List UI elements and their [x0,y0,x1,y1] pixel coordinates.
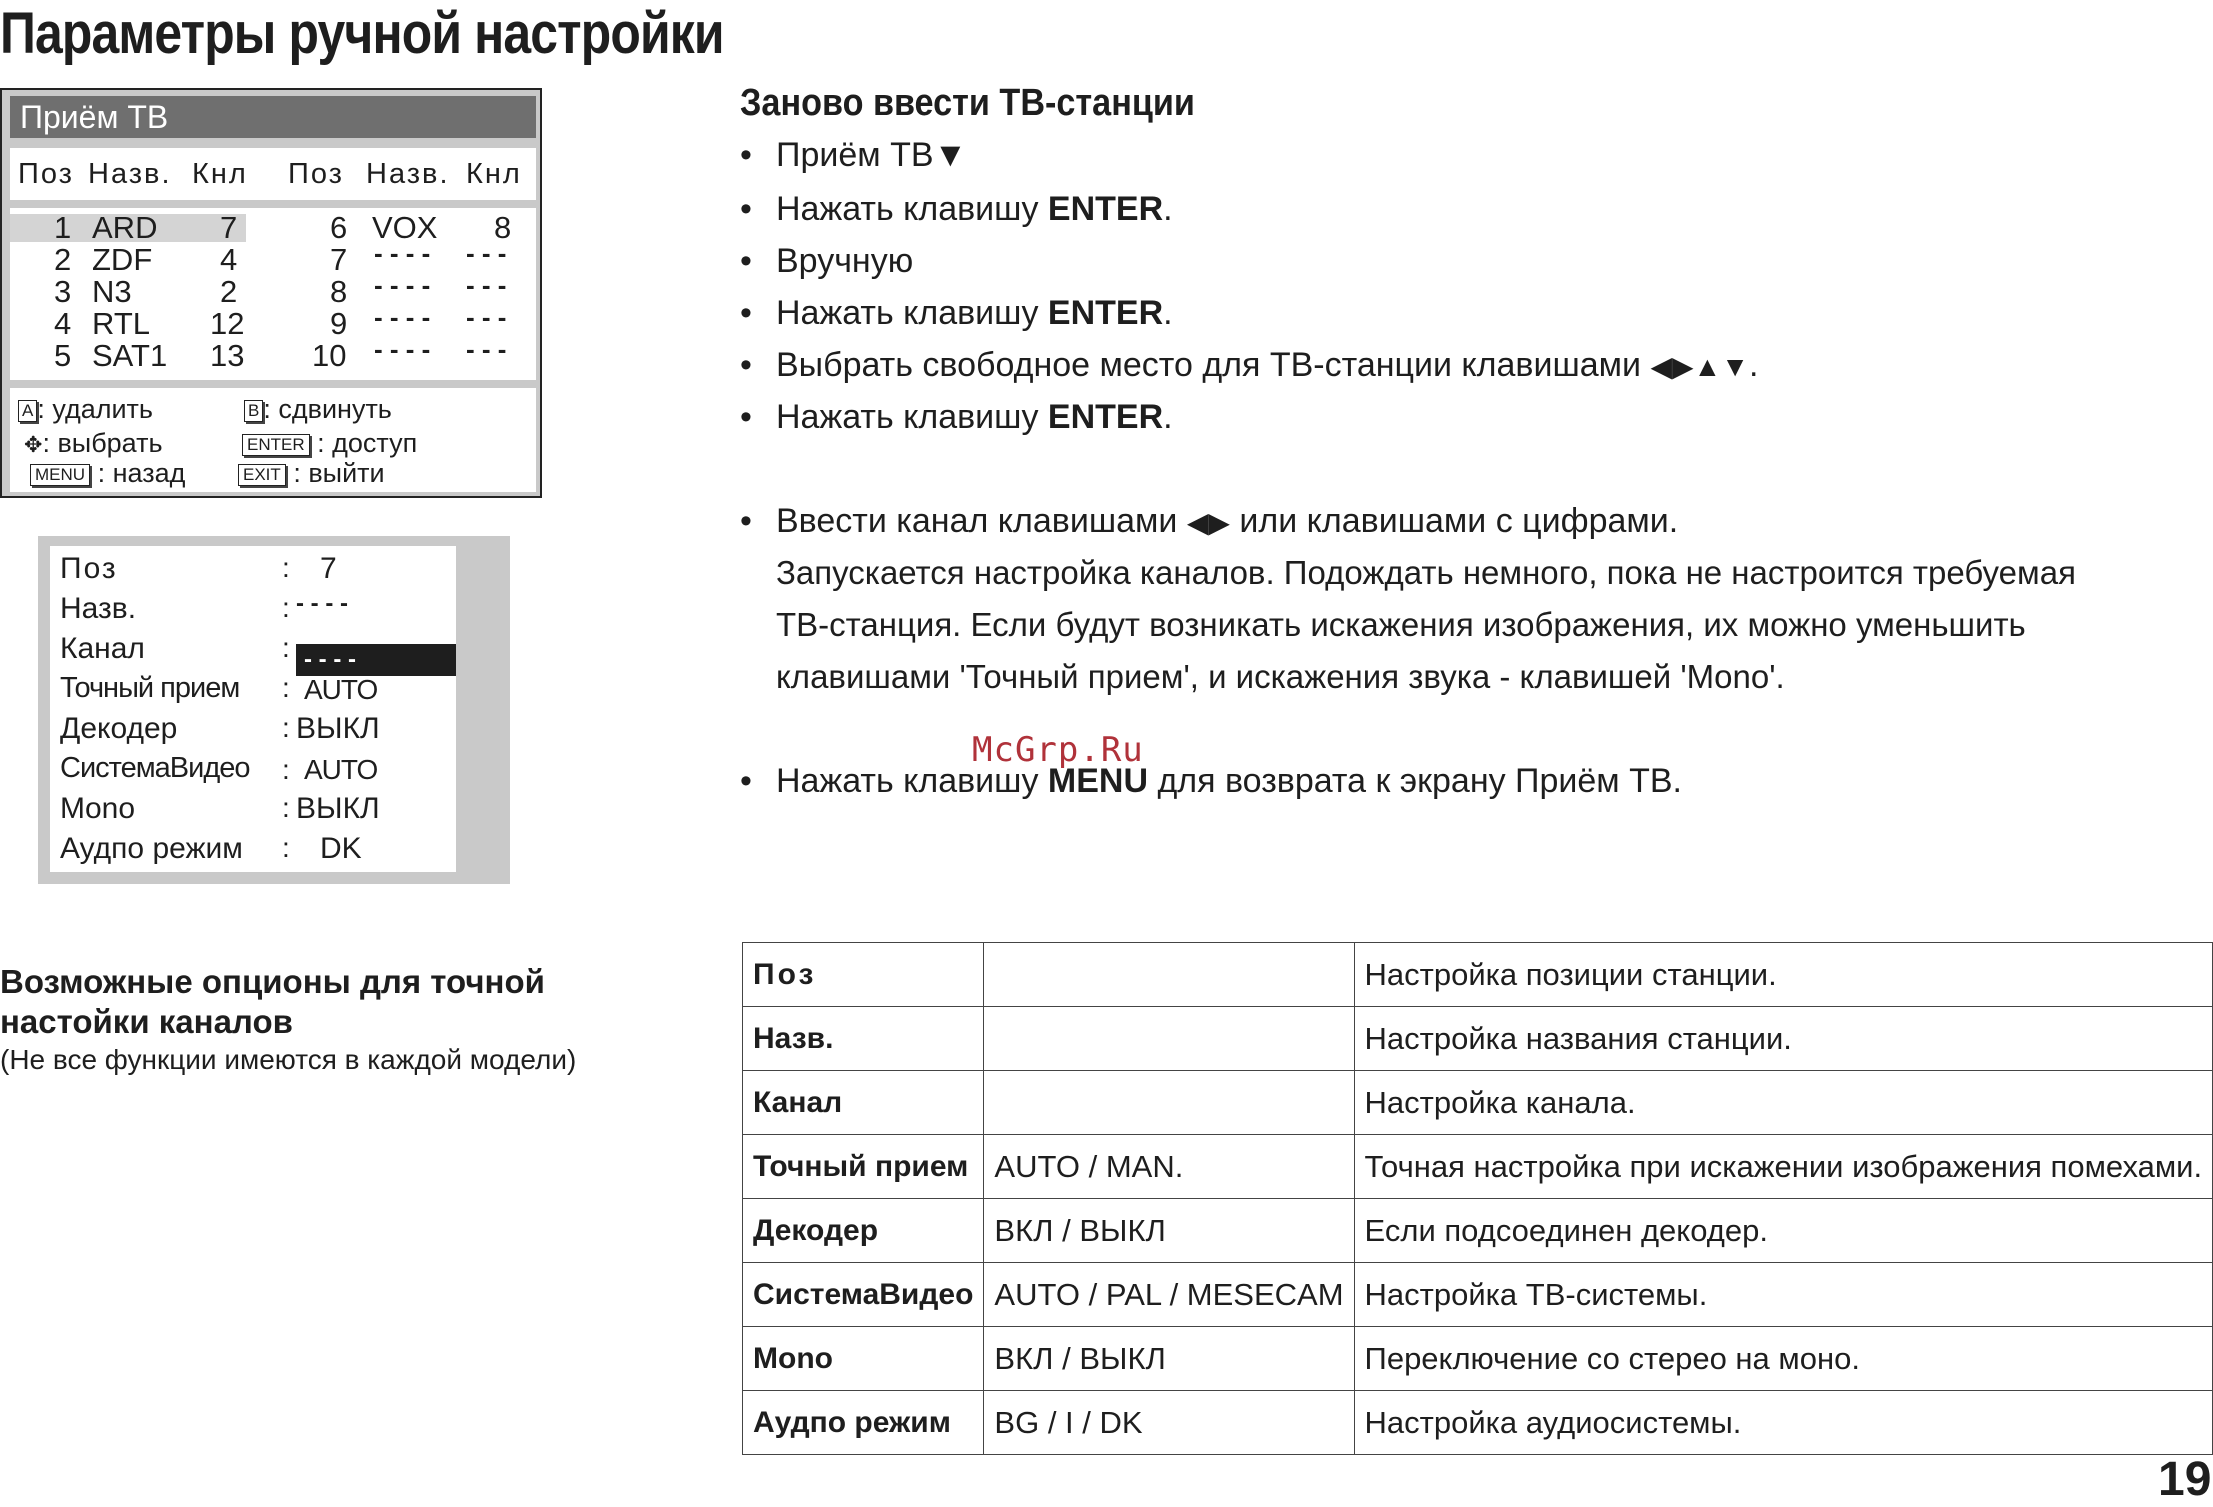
paragraph-line: клавишами 'Точный прием', и искажения звука - клавишей 'Mono'. [776,658,1785,695]
setting-value-pos[interactable]: 7 [320,552,337,585]
setting-value-mono[interactable]: ВЫКЛ [296,792,380,825]
option-values: BG / I / DK [984,1391,1354,1455]
option-values [984,943,1354,1007]
option-values [984,1071,1354,1135]
b-key-icon: B [244,400,263,422]
bullet: • [740,190,752,228]
bullet: • [740,136,752,174]
exit-key-icon: EXIT [238,464,286,486]
options-subtitle: (Не все функции имеются в каждой модели) [0,1044,577,1075]
legend-delete: A : удалить [18,394,153,425]
channel-number[interactable]: - - - [466,302,507,332]
option-desc: Настройка позиции станции. [1354,943,2213,1007]
option-values [984,1007,1354,1071]
settings-panel [50,546,456,872]
step-2: Нажать клавишу ENTER. [776,190,1173,228]
legend-access: ENTER : доступ [242,428,417,459]
setting-label-fine-tune: Точный прием [60,672,240,704]
channel-pos[interactable]: 2 [54,242,72,277]
enter-key-icon: ENTER [242,434,310,456]
colon: : [282,672,290,703]
option-name: Назв. [743,1007,984,1071]
option-values: AUTO / MAN. [984,1135,1354,1199]
table-row [743,1327,2213,1391]
channel-number[interactable]: 8 [494,210,512,245]
option-desc: Настройка аудиосистемы. [1354,1391,2213,1455]
page-number: 19 [2158,1453,2212,1506]
channel-name[interactable]: - - - - [374,334,431,364]
legend-exit: EXIT : выйти [238,458,385,489]
step-5: Выбрать свободное место для ТВ-станции клавишами ◀▶▲▼. [776,346,1759,384]
setting-value-decoder[interactable]: ВЫКЛ [296,712,380,745]
colon: : [282,792,290,823]
setting-label-video-system: СистемаВидео [60,752,250,784]
step-6: Нажать клавишу ENTER. [776,398,1173,436]
bullet: • [740,346,752,384]
instructions-title: Заново ввести ТВ-станции [740,82,1195,124]
option-name: Mono [743,1327,984,1391]
setting-label-channel: Канал [60,632,145,665]
bullet: • [740,294,752,332]
col-chan-right: Кнл [466,158,522,190]
channel-name[interactable]: ZDF [92,242,153,277]
option-desc: Настройка канала. [1354,1071,2213,1135]
table-row [743,1391,2213,1455]
setting-label-pos: Поз [60,552,118,585]
option-name: СистемаВидео [743,1263,984,1327]
legend-select: ✥: выбрать [24,428,163,458]
channel-number[interactable]: - - - [466,270,507,300]
colon: : [282,712,290,743]
channel-pos[interactable]: 1 [54,210,72,245]
channel-pos[interactable]: 5 [54,338,72,373]
options-title-line: Возможные опционы для точной [0,963,545,1000]
channel-name[interactable]: - - - - [374,270,431,300]
colon: : [282,832,290,863]
step-4: Нажать клавишу ENTER. [776,294,1173,332]
colon: : [282,632,290,663]
bullet: • [740,398,752,436]
channel-pos[interactable]: 3 [54,274,72,309]
option-name: Канал [743,1071,984,1135]
down-arrow-icon: ▼ [933,136,968,174]
channel-pos[interactable]: 9 [330,306,348,341]
watermark: McGrp.Ru [972,730,1144,770]
options-title [0,962,545,1042]
channel-name[interactable]: ARD [92,210,158,245]
arrows-icon: ✥ [24,432,43,457]
colon: : [282,754,290,785]
channel-list [10,208,536,380]
channel-number[interactable]: 4 [220,242,238,277]
bullet: • [740,502,752,540]
step-1: Приём ТВ▼ [776,136,968,174]
option-desc: Настройка ТВ-системы. [1354,1263,2213,1327]
bullet: • [740,762,752,800]
legend-move: B : сдвинуть [244,394,392,425]
channel-name[interactable]: - - - - [374,302,431,332]
channel-pos[interactable]: 7 [330,242,348,277]
step-8: Нажать клавишу MENU для возврата к экрану Приём ТВ. [776,762,1683,800]
option-values: ВКЛ / ВЫКЛ [984,1327,1354,1391]
bullet: • [740,242,752,280]
paragraph-line: ТВ-станция. Если будут возникать искажения изображения, их можно уменьшить [776,606,2026,643]
option-desc: Если подсоединен декодер. [1354,1199,2213,1263]
col-pos-right: Поз [288,158,344,190]
col-name-right: Назв. [366,158,450,190]
options-table [742,942,2213,1455]
setting-value-fine-tune[interactable]: AUTO [304,674,378,705]
channel-name[interactable]: SAT1 [92,338,168,373]
option-values: ВКЛ / ВЫКЛ [984,1199,1354,1263]
tv-list-screen [0,88,542,498]
option-name: Точный прием [743,1135,984,1199]
table-row [743,1135,2213,1199]
setting-label-decoder: Декодер [60,712,178,745]
col-pos-left: Поз [18,158,74,190]
step-3: Вручную [776,242,914,280]
setting-value-name[interactable]: - - - - [296,590,348,617]
table-row [743,1071,2213,1135]
a-key-icon: A [18,400,37,422]
channel-name[interactable]: VOX [372,210,438,245]
setting-label-audio-mode: Аудпо режим [60,832,243,865]
channel-pos[interactable]: 10 [312,338,347,373]
left-right-arrows-icon: ◀▶ [1186,507,1230,538]
table-row [743,943,2213,1007]
table-row [743,1007,2213,1071]
setting-label-name: Назв. [60,592,137,625]
setting-value-video-system[interactable]: AUTO [304,754,378,785]
col-name-left: Назв. [88,158,172,190]
colon: : [282,592,290,623]
channel-number[interactable]: 12 [210,306,245,341]
manual-settings-screen [38,536,510,884]
setting-label-mono: Mono [60,792,136,825]
table-row [743,1263,2213,1327]
option-desc: Переключение со стерео на моно. [1354,1327,2213,1391]
setting-value-audio-mode[interactable]: DK [320,832,362,865]
option-values: AUTO / PAL / MESECAM [984,1263,1354,1327]
tv-list-legend [10,388,536,492]
setting-value-channel[interactable]: - - - - [304,646,356,673]
option-name: Поз [743,943,984,1007]
step-7: Ввести канал клавишами ◀▶ или клавишами с цифрами. [776,502,1679,540]
option-desc: Точная настройка при искажении изображения помехами. [1354,1135,2213,1199]
channel-number[interactable]: 13 [210,338,245,373]
paragraph-line: Запускается настройка каналов. Подождать немного, пока не настроится требуемая [776,554,2076,591]
option-desc: Настройка названия станции. [1354,1007,2213,1071]
channel-pos[interactable]: 8 [330,274,348,309]
page-title: Параметры ручной настройки [0,1,724,66]
channel-number[interactable]: - - - [466,238,507,268]
channel-name[interactable]: - - - - [374,238,431,268]
colon: : [282,552,290,583]
table-row [743,1199,2213,1263]
channel-name[interactable]: RTL [92,306,151,341]
channel-number[interactable]: - - - [466,334,507,364]
channel-pos[interactable]: 6 [330,210,348,245]
option-name: Декодер [743,1199,984,1263]
channel-name[interactable]: N3 [92,274,132,309]
channel-pos[interactable]: 4 [54,306,72,341]
option-name: Аудпо режим [743,1391,984,1455]
arrow-keys-icon: ◀▶▲▼ [1650,351,1749,382]
tv-list-title: Приём ТВ [10,96,536,138]
col-chan-left: Кнл [192,158,248,190]
options-title-line: настойки каналов [0,1003,293,1040]
tv-list-header [10,148,536,200]
menu-key-icon: MENU [30,464,90,486]
legend-back: MENU : назад [30,458,185,489]
channel-number[interactable]: 2 [220,274,238,309]
channel-number[interactable]: 7 [220,210,238,245]
